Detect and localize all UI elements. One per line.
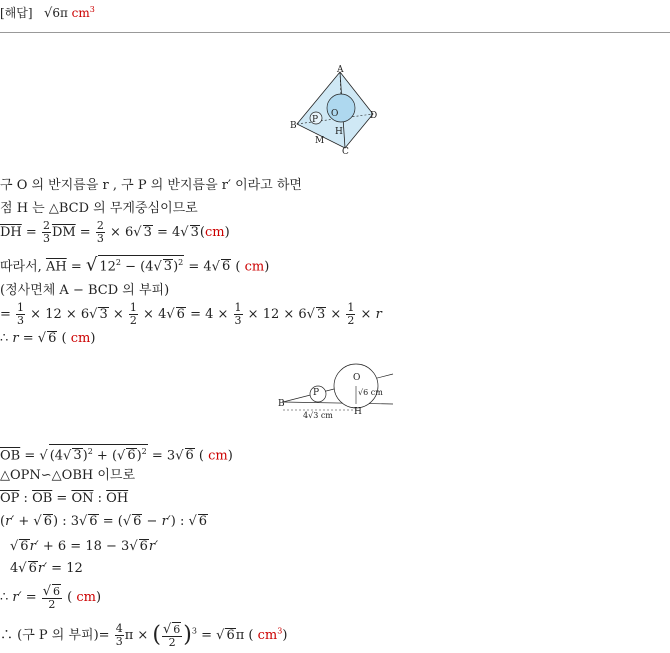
label-a: A — [337, 65, 344, 75]
text-line-13: √ 6r′ + 6 = 18 − 3√ 6r′ — [10, 539, 159, 554]
answer-value: 6π — [52, 6, 68, 20]
label-b: B — [290, 121, 297, 131]
cross-section-figure — [278, 362, 398, 422]
label-len2: 4√3 cm — [303, 411, 333, 420]
label-o: O — [331, 109, 339, 119]
header-divider — [0, 32, 670, 33]
label-o2: O — [353, 373, 361, 383]
label-h2: H — [354, 407, 362, 417]
text-line-4: 따라서, $\overline{AH}$ = √ $12^2 - (4√$ 3)$^2$ = 4√ 6 ( cm) — [0, 254, 270, 276]
label-m: M — [315, 136, 325, 146]
text-line-12: (r′ + √ 6) : 3√ 6 = (√ 6 − r′) : √ 6 — [0, 514, 208, 529]
text-line-10: △OPN∽△OBH 이므로 — [0, 468, 136, 483]
text-line-11: $\overline{OP}$ : $\overline{OB} = \overline{ON}$ : $\overline{OH}$ — [0, 491, 129, 506]
answer-header: [해답] √6π $cm^3$ — [0, 5, 95, 21]
text-line-2: 점 H 는 △BCD 의 무게중심이므로 — [0, 201, 198, 216]
answer-unit: $cm^3$ — [71, 5, 95, 20]
text-line-15: ∴ r′ = $\frac{√ 6}{2}$ ( cm) — [0, 584, 102, 611]
label-len1: √6 cm — [358, 388, 383, 397]
text-line-1: 구 O 의 반지름을 r , 구 P 의 반지름을 r′ 이라고 하면 — [0, 178, 302, 193]
text-line-14: 4√ 6r′ = 12 — [10, 561, 83, 576]
label-d: D — [370, 111, 378, 121]
text-line-3: $\overline{DH}$ = $\frac{2}{3}$ $\overline{DM}$ = $\frac{2}{3}$ × 6√ 3 = 4√ 3(cm) — [0, 219, 230, 245]
label-p: P — [312, 115, 319, 125]
text-line-5: (정사면체 A − BCD 의 부피) — [0, 283, 170, 298]
text-line-16: ∴ (구 P 의 부피)= $\frac{4}{3}$ π × ( $\frac{√ 6}{2}$ )$^3$ = √ 6π ( $cm^3$) — [0, 622, 288, 649]
tetrahedron-figure — [285, 62, 385, 157]
label-b2: B — [278, 399, 285, 409]
label-h: H — [335, 127, 343, 137]
label-c: C — [342, 147, 349, 157]
text-line-7: ∴ r = √ 6 ( cm) — [0, 331, 96, 346]
text-line-6: = $\frac{1}{3}$ × 12 × 6√ 3 × $\frac{1}{2}$ × 4√ 6 = 4 × $\frac{1}{3}$ × 12 × 6√ 3 × $\frac{1}{2}$ × r — [0, 301, 382, 327]
text-line-9: $\overline{OB}$ = √ (4√ 3)$^2$ + (√ 6)$^2$ = 3√ 6 ( cm) — [0, 444, 233, 464]
label-p2: P — [313, 388, 320, 398]
answer-label: [해답] — [0, 6, 33, 20]
